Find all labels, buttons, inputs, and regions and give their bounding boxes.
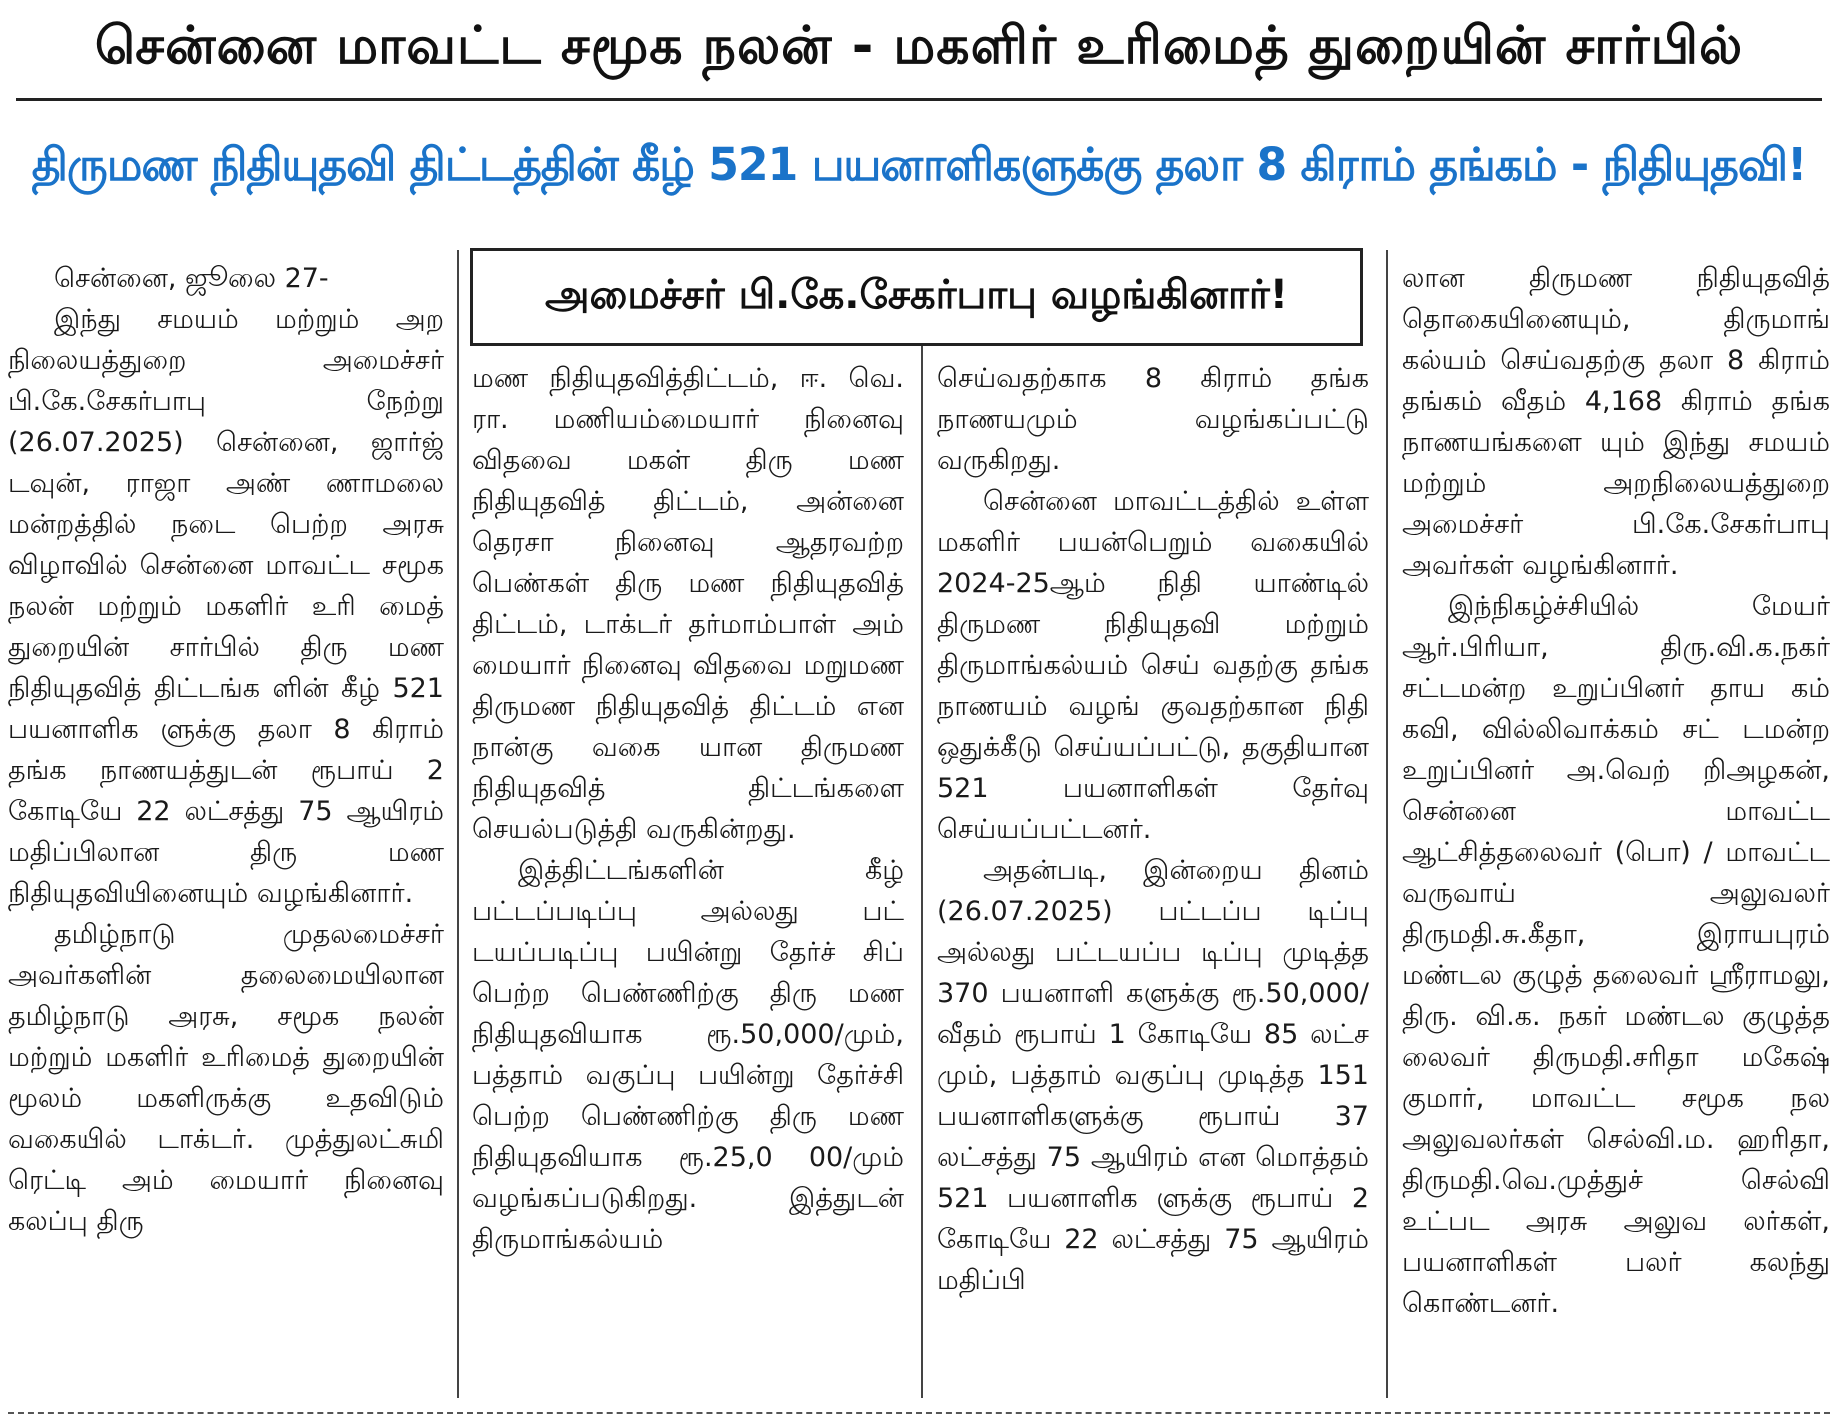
dateline: சென்னை, ஜூலை 27- [54,263,329,294]
paragraph: இத்திட்டங்களின் கீழ் பட்டப்படிப்பு அல்லது பட் டயப்படிப்பு பயின்று தேர்ச் சிப் பெற்ற பெண்ணிற்கு திரு மண நிதியுதவியாக ரூ.50,000/மும், பத்தாம் வகுப்பு பயின்று தேர்ச்சி பெற்ற பெண்ணிற்கு திரு மண நிதியுதவியாக ரூ.25,0 00/மும் வழங்கப்படுகிறது. இத்துடன் திருமாங்கல்யம் [472,855,904,1255]
top-divider [16,98,1822,101]
paragraph: லான திருமண நிதியுதவித் தொகையினையும், திருமாங் கல்யம் செய்வதற்கு தலா 8 கிராம் தங்கம் வீதம் 4,168 கிராம் தங்க நாணயங்களை யும் இந்து சமயம் மற்றும் அறநிலையத்துறை அமைச்சர் பி.கே.சேகர்பாபு அவர்கள் வழங்கினார். [1402,263,1830,581]
kicker-line: சென்னை மாவட்ட சமூக நலன் - மகளிர் உரிமைத் துறையின் சார்பில் [94,15,1744,76]
paragraph: தமிழ்நாடு முதலமைச்சர் அவர்களின் தலைமையிலான தமிழ்நாடு அரசு, சமூக நலன் மற்றும் மகளிர் உரிமைத் துறையின் மூலம் மகளிருக்கு உதவிடும் வகையில் டாக்டர். முத்துலட்சுமி ரெட்டி அம் மையார் நினைவு கலப்பு திரு [8,919,444,1237]
article-column-2 [472,358,904,1398]
paragraph: செய்வதற்காக 8 கிராம் தங்க நாணயமும் வழங்கப்பட்டு வருகிறது. [937,363,1369,476]
paragraph: அதன்படி, இன்றைய தினம் (26.07.2025) பட்டப்ப டிப்பு அல்லது பட்டயப்ப டிப்பு முடித்த 370 பயனாளி களுக்கு ரூ.50,000/வீதம் ரூபாய் 1 கோடியே 85 லட்ச மும், பத்தாம் வகுப்பு முடித்த 151 பயனாளிகளுக்கு ரூபாய் 37 லட்சத்து 75 ஆயிரம் என மொத்தம் 521 பயனாளிக ளுக்கு ரூபாய் 2 கோடியே 22 லட்சத்து 75 ஆயிரம் மதிப்பி [937,855,1369,1296]
column-divider [1386,250,1388,1398]
bottom-divider [8,1412,1830,1414]
column-divider [921,346,923,1398]
paragraph: மண நிதியுதவித்திட்டம், ஈ. வெ. ரா. மணியம்மையார் நினைவு விதவை மகள் திரு மண நிதியுதவித் திட்டம், அன்னை தெரசா நினைவு ஆதரவற்ற பெண்கள் திரு மண நிதியுதவித் திட்டம், டாக்டர் தர்மாம்பாள் அம் மையார் நினைவு விதவை மறுமண திருமண நிதியுதவித் திட்டம் என நான்கு வகை யான திருமண நிதியுதவித் திட்டங்களை செயல்படுத்தி வருகின்றது. [472,363,904,845]
subheadline-box: அமைச்சர் பி.கே.சேகர்பாபு வழங்கினார்! [470,248,1363,346]
article-column-1 [8,258,444,1398]
article-column-3 [937,358,1369,1398]
headline: திருமண நிதியுதவி திட்டத்தின் கீழ் 521 பயனாளிகளுக்கு தலா 8 கிராம் தங்கம் - நிதியுதவி! [31,137,1807,191]
article-column-4 [1402,258,1830,1398]
paragraph: இந்து சமயம் மற்றும் அற நிலையத்துறை அமைச்சர் பி.கே.சேகர்பாபு நேற்று (26.07.2025) சென்னை, ஜார்ஜ் டவுன், ராஜா அண் ணாமலை மன்றத்தில் நடை பெற்ற அரசு விழாவில் சென்னை மாவட்ட சமூக நலன் மற்றும் மகளிர் உரி மைத் துறையின் சார்பில் திரு மண நிதியுதவித் திட்டங்க ளின் கீழ் 521 பயனாளிக ளுக்கு தலா 8 கிராம் தங்க நாணயத்துடன் ரூபாய் 2 கோடியே 22 லட்சத்து 75 ஆயிரம் மதிப்பிலான திரு மண நிதியுதவியினையும் வழங்கினார். [8,304,444,909]
paragraph: சென்னை மாவட்டத்தில் உள்ள மகளிர் பயன்பெறும் வகையில் 2024-25ஆம் நிதி யாண்டில் திருமண நிதியுதவி மற்றும் திருமாங்கல்யம் செய் வதற்கு தங்க நாணயம் வழங் குவதற்கான நிதி ஒதுக்கீடு செய்யப்பட்டு, தகுதியான 521 பயனாளிகள் தேர்வு செய்யப்பட்டனர். [937,486,1369,845]
paragraph: இந்நிகழ்ச்சியில் மேயர் ஆர்.பிரியா, திரு.வி.க.நகர் சட்டமன்ற உறுப்பினர் தாய கம் கவி, வில்லிவாக்கம் சட் டமன்ற உறுப்பினர் அ.வெற் றிஅழகன், சென்னை மாவட்ட ஆட்சித்தலைவர் (பொ) / மாவட்ட வருவாய் அலுவலர் திருமதி.சு.கீதா, இராயபுரம் மண்டல குழுத் தலைவர் ஸ்ரீராமலு, திரு. வி.க. நகர் மண்டல குழுத்த லைவர் திருமதி.சரிதா மகேஷ் குமார், மாவட்ட சமூக நல அலுவலர்கள் செல்வி.ம. ஹரிதா, திருமதி.வெ.முத்துச் செல்வி உட்பட அரசு அலுவ லர்கள், பயனாளிகள் பலர் கலந்து கொண்டனர். [1402,591,1830,1319]
column-divider [457,250,459,1398]
